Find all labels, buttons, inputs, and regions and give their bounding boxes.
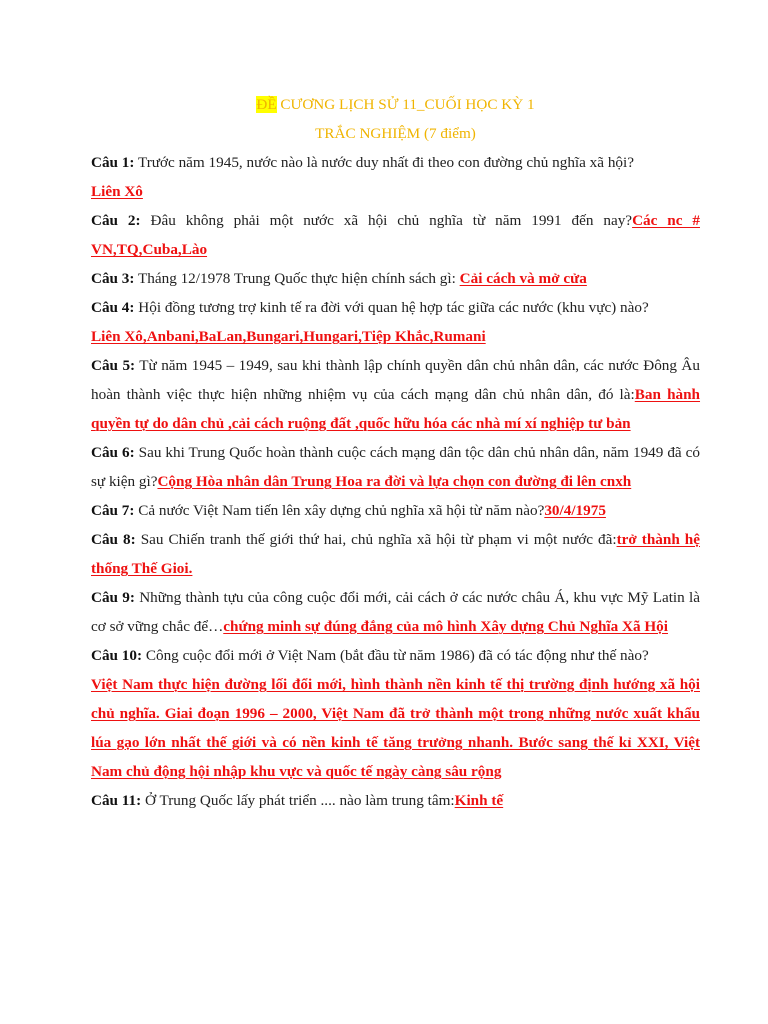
- question-text: Cả nước Việt Nam tiến lên xây dựng chủ nghĩa xã hội từ năm nào?: [134, 502, 545, 519]
- question-text: Sau khi Trung Quốc hoàn thành cuộc cách mạng dân tộc dân chủ nhân dân, năm 1949 đã có sự kiện gì?: [91, 444, 700, 490]
- question-label: Câu 6:: [91, 444, 135, 461]
- document-body: [91, 90, 700, 815]
- answer-text: Ban hành quyền tự do dân chủ ,cải cách ruộng đất ,quốc hữu hóa các nhà mí xí nghiệp tư bản: [91, 386, 701, 432]
- question-11: [91, 786, 700, 815]
- document-title: [91, 90, 700, 119]
- answer-text: Việt Nam thực hiện đường lối đổi mới, hình thành nền kinh tế thị trường định hướng xã hội chủ nghĩa. Giai đoạn 1996 – 2000, Việt Nam đã trở thành một trong những nước xuất khẩu lúa gạo lớn nhất thế giới và có nền kinh tế tăng trưởng nhanh. Bước sang thế kỉ XXI, Việt Nam chủ động hội nhập khu vực và quốc tế ngày càng sâu rộng: [91, 676, 700, 780]
- question-label: Câu 10:: [91, 647, 143, 664]
- question-label: Câu 3:: [91, 270, 135, 287]
- question-label: Câu 11:: [91, 792, 142, 809]
- question-10: [91, 641, 700, 786]
- question-label: Câu 5:: [91, 357, 136, 374]
- question-text: Tháng 12/1978 Trung Quốc thực hiện chính sách gì:: [134, 270, 460, 287]
- answer-text: chứng minh sự đúng đắng của mô hình Xây dựng Chủ Nghĩa Xã Hội: [223, 618, 668, 635]
- title-highlight: ĐỀ: [256, 96, 277, 113]
- question-label: Câu 7:: [91, 502, 135, 519]
- question-label: Câu 8:: [91, 531, 136, 548]
- question-6: [91, 438, 700, 496]
- answer-text: Cải cách và mở cửa: [459, 270, 587, 287]
- answer-text: trở thành hệ thống Thế Gioi.: [91, 531, 700, 577]
- answer-text: Cộng Hòa nhân dân Trung Hoa ra đời và lựa chọn con đường đi lên cnxh: [157, 473, 632, 490]
- question-8: [91, 525, 700, 583]
- question-4: [91, 293, 700, 351]
- answer-text: Các nc # VN,TQ,Cuba,Lào: [91, 212, 700, 258]
- question-2: [91, 206, 700, 264]
- answer-text: Liên Xô: [91, 183, 143, 200]
- question-text: Công cuộc đổi mới ở Việt Nam (bắt đầu từ năm 1986) đã có tác động như thế nào?: [142, 647, 649, 664]
- question-label: Câu 2:: [91, 212, 141, 229]
- question-text: Những thành tựu của công cuộc đổi mới, cải cách ở các nước châu Á, khu vực Mỹ Latin là cơ sở vững chắc để…: [91, 589, 700, 635]
- question-text: Từ năm 1945 – 1949, sau khi thành lập chính quyền dân chủ nhân dân, các nước Đông Âu hoàn thành việc thực hiện những nhiệm vụ của cách mạng dân chủ nhân dân, đó là:: [91, 357, 700, 403]
- question-label: Câu 1:: [91, 154, 135, 171]
- question-7: [91, 496, 700, 525]
- question-text: Trước năm 1945, nước nào là nước duy nhất đi theo con đường chủ nghĩa xã hội?: [134, 154, 634, 171]
- question-text: Sau Chiến tranh thế giới thứ hai, chủ nghĩa xã hội từ phạm vi một nước đã:: [135, 531, 617, 548]
- question-9: [91, 583, 700, 641]
- question-text: Ở Trung Quốc lấy phát triển .... nào làm trung tâm:: [141, 792, 455, 809]
- question-label: Câu 9:: [91, 589, 135, 606]
- question-text: Hội đồng tương trợ kinh tế ra đời với quan hệ hợp tác giữa các nước (khu vực) nào?: [134, 299, 649, 316]
- question-1: [91, 148, 700, 206]
- answer-text: 30/4/1975: [544, 502, 606, 519]
- question-3: [91, 264, 700, 293]
- title-rest: CƯƠNG LỊCH SỬ 11_CUỐI HỌC KỲ 1: [276, 96, 535, 113]
- question-text: Đâu không phải một nước xã hội chủ nghĩa từ năm 1991 đến nay?: [140, 212, 633, 229]
- document-subtitle: TRẮC NGHIỆM (7 điểm): [315, 125, 476, 142]
- answer-text: Liên Xô,Anbani,BaLan,Bungari,Hungari,Tiệp Khắc,Rumani: [91, 328, 486, 345]
- question-label: Câu 4:: [91, 299, 135, 316]
- question-5: [91, 351, 700, 438]
- answer-text: Kinh tế: [454, 792, 504, 809]
